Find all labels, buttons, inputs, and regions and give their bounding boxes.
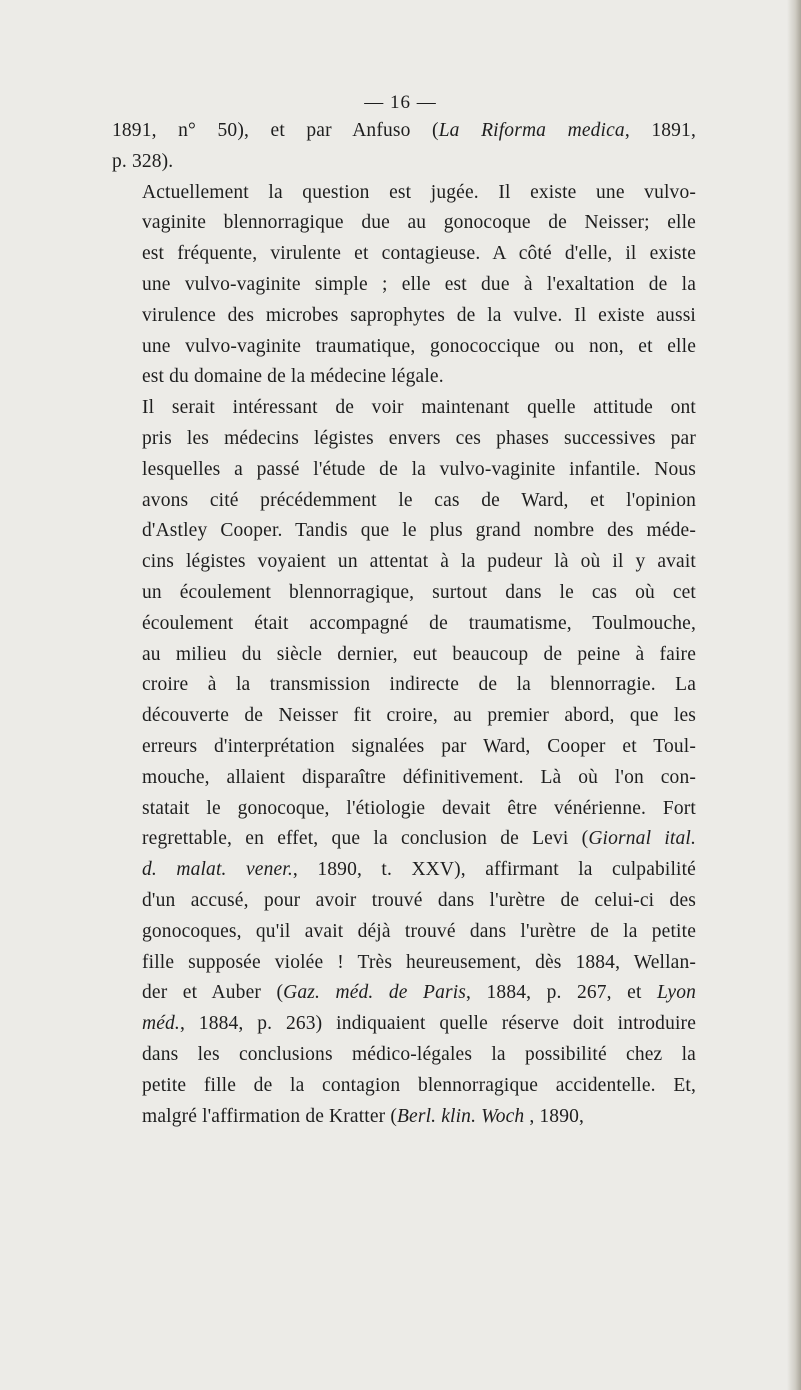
text-line: erreurs d'interprétation signalées par Ward, Cooper et Toul- [142,735,696,757]
text-line: méd., 1884, p. 263) indiquaient quelle réserve doit introduire [142,1013,696,1035]
text-line: découverte de Neisser fit croire, au premier abord, que les [142,705,696,727]
paragraph [112,393,696,1132]
text-line: malgré l'affirmation de Kratter (Berl. klin. Woch , 1890, [142,1105,585,1127]
page-number: — 16 — [364,92,437,113]
text-line: gonocoques, qu'il avait déjà trouvé dans l'urètre de la petite [142,920,696,942]
text-line: croire à la transmission indirecte de la blennorragie. La [142,674,696,696]
text-line: une vulvo-vaginite traumatique, gonococcique ou non, et elle [142,335,696,357]
paragraph [112,116,696,178]
text-line: p. 328). [112,150,174,172]
text-line: est du domaine de la médecine légale. [142,366,444,388]
text-line: Il serait intéressant de voir maintenant quelle attitude ont [142,397,696,419]
text-line: un écoulement blennorragique, surtout dans le cas où cet [142,581,696,603]
text-line: vaginite blennorragique due au gonocoque de Neisser; elle [142,212,696,234]
text-line: écoulement était accompagné de traumatisme, Toulmouche, [142,612,696,634]
text-line: d. malat. vener., 1890, t. XXV), affirmant la culpabilité [142,859,696,881]
page-edge-shadow [787,0,801,1390]
paragraph [112,178,696,394]
text-line: d'Astley Cooper. Tandis que le plus grand nombre des méde- [142,520,696,542]
text-line: une vulvo-vaginite simple ; elle est due à l'exaltation de la [142,273,696,295]
text-line: der et Auber (Gaz. méd. de Paris, 1884, p. 267, et Lyon [142,982,696,1004]
text-line: virulence des microbes saprophytes de la vulve. Il existe aussi [142,304,696,326]
text-line: statait le gonocoque, l'étiologie devait être vénérienne. Fort [142,797,696,819]
text-line: avons cité précédemment le cas de Ward, et l'opinion [142,489,696,511]
text-line: petite fille de la contagion blennorragique accidentelle. Et, [142,1074,696,1096]
text-line: Actuellement la question est jugée. Il existe une vulvo- [142,181,696,203]
text-line: au milieu du siècle dernier, eut beaucoup de peine à faire [142,643,696,665]
text-line: lesquelles a passé l'étude de la vulvo-vaginite infantile. Nous [142,458,696,480]
text-line: regrettable, en effet, que la conclusion de Levi (Giornal ital. [142,828,696,850]
text-line: fille supposée violée ! Très heureusement, dès 1884, Wellan- [142,951,696,973]
text-line: dans les conclusions médico-légales la possibilité chez la [142,1043,696,1065]
text-line: mouche, allaient disparaître définitivement. Là où l'on con- [142,766,696,788]
text-line: pris les médecins légistes envers ces phases successives par [142,427,696,449]
body-text [112,116,696,1132]
text-line: cins légistes voyaient un attentat à la pudeur là où il y avait [142,551,696,573]
text-line: est fréquente, virulente et contagieuse. A côté d'elle, il existe [142,243,696,265]
text-line: d'un accusé, pour avoir trouvé dans l'urètre de celui-ci des [142,889,696,911]
text-line: 1891, n° 50), et par Anfuso (La Riforma medica, 1891, [112,120,696,141]
